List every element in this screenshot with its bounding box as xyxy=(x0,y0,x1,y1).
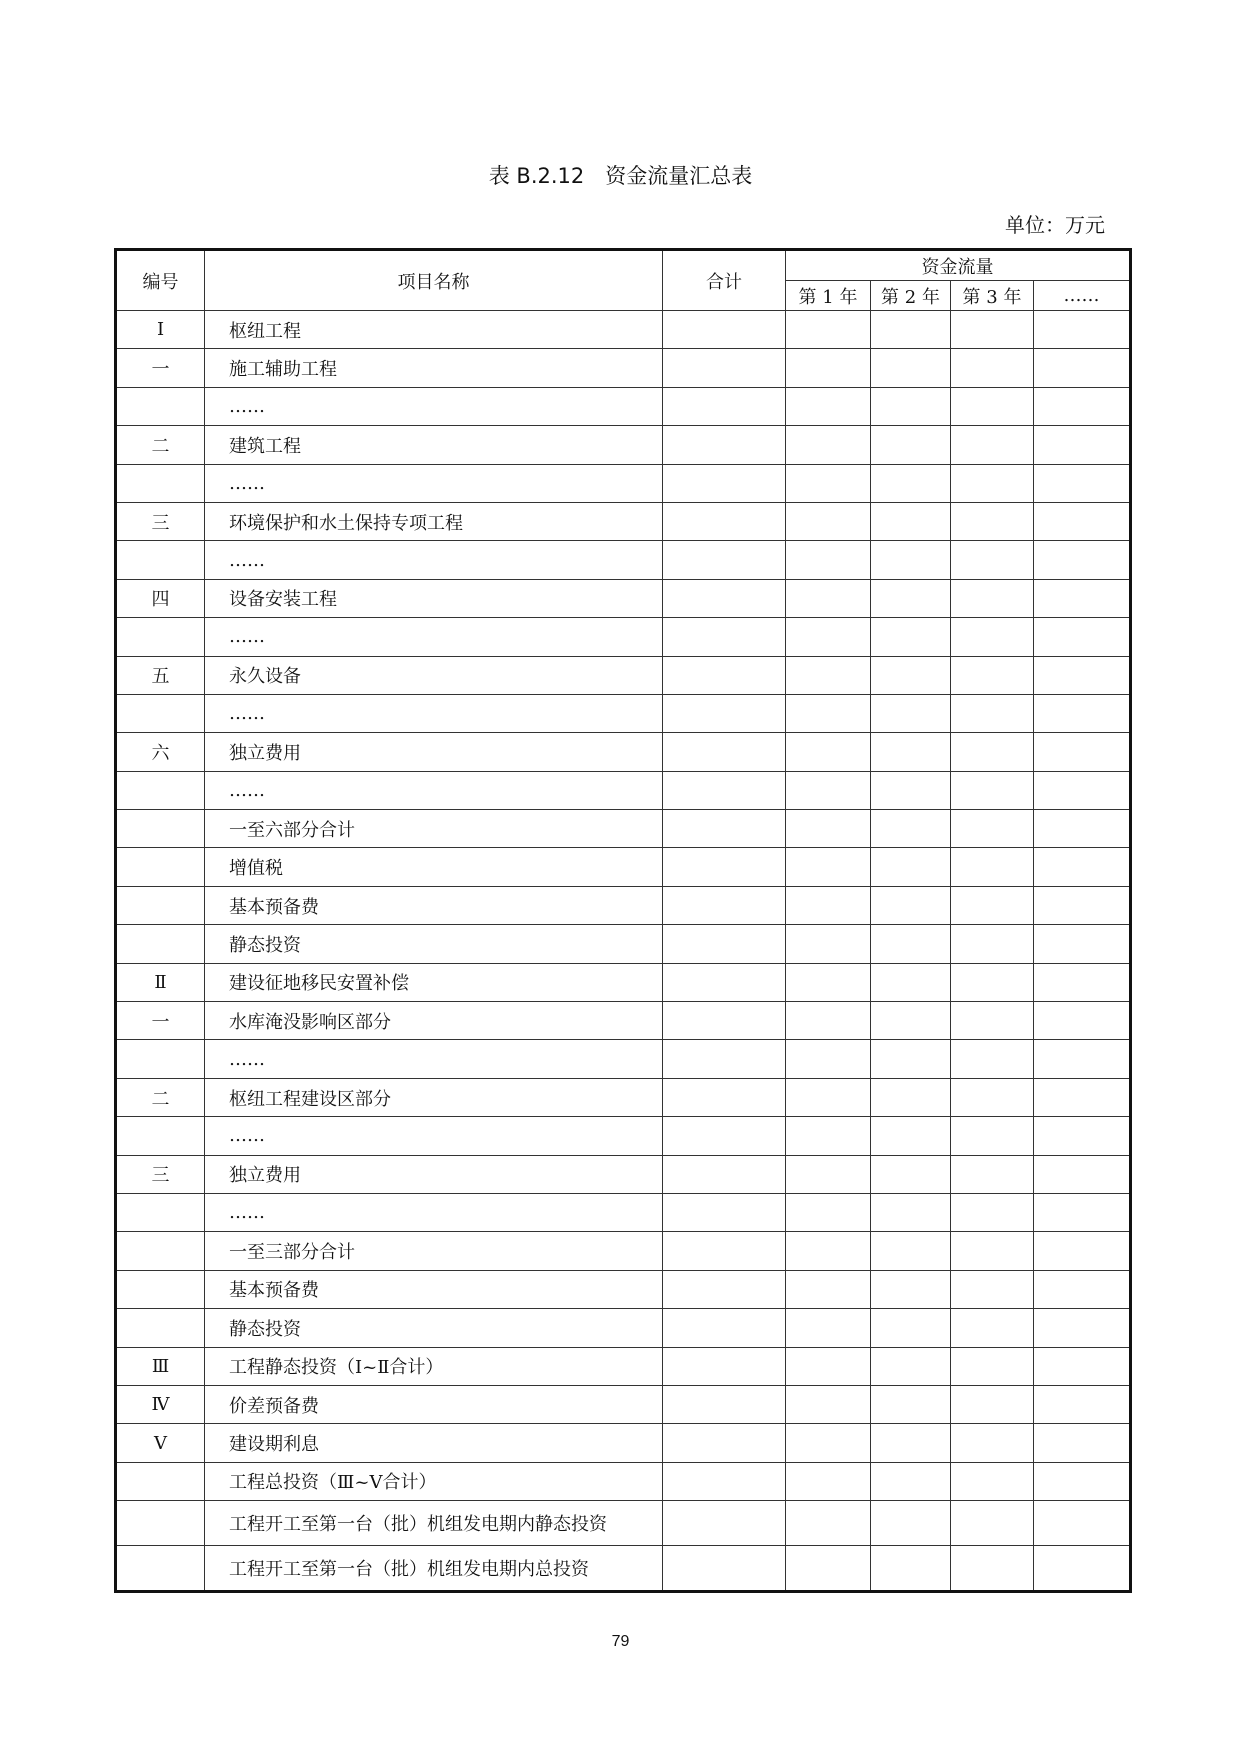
row-code xyxy=(116,771,205,809)
row-year-2-cell xyxy=(871,1193,951,1231)
row-total-cell xyxy=(663,848,786,886)
row-year-2-cell xyxy=(871,1040,951,1078)
row-year-1-cell xyxy=(786,1347,871,1385)
row-year-3-cell xyxy=(951,1385,1034,1423)
row-name: 施工辅助工程 xyxy=(205,349,663,387)
row-total-cell xyxy=(663,541,786,579)
row-year-more-cell xyxy=(1034,771,1131,809)
row-year-3-cell xyxy=(951,349,1034,387)
row-year-2-cell xyxy=(871,810,951,848)
table-row xyxy=(116,1501,1131,1546)
row-year-1-cell xyxy=(786,1040,871,1078)
row-year-3-cell xyxy=(951,963,1034,1001)
row-year-2-cell xyxy=(871,848,951,886)
table-row xyxy=(116,1078,1131,1116)
row-total-cell xyxy=(663,387,786,425)
row-year-2-cell xyxy=(871,656,951,694)
row-code xyxy=(116,925,205,963)
row-code: 三 xyxy=(116,502,205,540)
row-name: 价差预备费 xyxy=(205,1385,663,1423)
row-year-2-cell xyxy=(871,1078,951,1116)
row-code: 三 xyxy=(116,1155,205,1193)
row-year-1-cell xyxy=(786,1501,871,1546)
row-name: 独立费用 xyxy=(205,733,663,771)
row-year-1-cell xyxy=(786,771,871,809)
row-year-1-cell xyxy=(786,848,871,886)
row-year-3-cell xyxy=(951,1232,1034,1270)
row-total-cell xyxy=(663,618,786,656)
row-name: 静态投资 xyxy=(205,925,663,963)
row-year-3-cell xyxy=(951,541,1034,579)
row-total-cell xyxy=(663,733,786,771)
row-year-2-cell xyxy=(871,963,951,1001)
row-name: 工程静态投资（Ⅰ~Ⅱ合计） xyxy=(205,1347,663,1385)
row-year-more-cell xyxy=(1034,886,1131,924)
row-year-2-cell xyxy=(871,579,951,617)
row-year-3-cell xyxy=(951,618,1034,656)
row-year-3-cell xyxy=(951,656,1034,694)
row-total-cell xyxy=(663,1424,786,1462)
row-year-more-cell xyxy=(1034,1546,1131,1592)
table-row xyxy=(116,1193,1131,1231)
row-name: 独立费用 xyxy=(205,1155,663,1193)
row-year-more-cell xyxy=(1034,656,1131,694)
row-total-cell xyxy=(663,349,786,387)
row-year-3-cell xyxy=(951,1546,1034,1592)
table-row xyxy=(116,1347,1131,1385)
row-year-1-cell xyxy=(786,1546,871,1592)
table-row xyxy=(116,1462,1131,1500)
row-year-1-cell xyxy=(786,1155,871,1193)
row-code xyxy=(116,387,205,425)
header-code: 编号 xyxy=(116,250,205,311)
row-total-cell xyxy=(663,502,786,540)
table-row xyxy=(116,656,1131,694)
row-name: …… xyxy=(205,541,663,579)
table-row xyxy=(116,311,1131,349)
table-row xyxy=(116,464,1131,502)
row-year-more-cell xyxy=(1034,1501,1131,1546)
row-year-3-cell xyxy=(951,502,1034,540)
row-code xyxy=(116,541,205,579)
row-year-2-cell xyxy=(871,618,951,656)
row-total-cell xyxy=(663,1232,786,1270)
row-code xyxy=(116,1232,205,1270)
row-year-2-cell xyxy=(871,1347,951,1385)
row-year-more-cell xyxy=(1034,579,1131,617)
row-name: 一至六部分合计 xyxy=(205,810,663,848)
row-code: Ⅳ xyxy=(116,1385,205,1423)
row-year-3-cell xyxy=(951,1347,1034,1385)
row-year-1-cell xyxy=(786,541,871,579)
row-year-more-cell xyxy=(1034,618,1131,656)
row-year-2-cell xyxy=(871,387,951,425)
row-year-2-cell xyxy=(871,886,951,924)
table-row xyxy=(116,349,1131,387)
table-row xyxy=(116,848,1131,886)
row-year-more-cell xyxy=(1034,1078,1131,1116)
table-row xyxy=(116,579,1131,617)
row-year-1-cell xyxy=(786,1117,871,1155)
row-year-3-cell xyxy=(951,387,1034,425)
table-row xyxy=(116,1309,1131,1347)
row-name: …… xyxy=(205,694,663,732)
row-code xyxy=(116,1270,205,1308)
row-year-1-cell xyxy=(786,464,871,502)
row-total-cell xyxy=(663,1546,786,1592)
row-name: 工程开工至第一台（批）机组发电期内总投资 xyxy=(205,1546,663,1592)
row-year-1-cell xyxy=(786,886,871,924)
row-year-1-cell xyxy=(786,1002,871,1040)
row-year-3-cell xyxy=(951,771,1034,809)
row-code xyxy=(116,694,205,732)
row-year-3-cell xyxy=(951,848,1034,886)
table-row xyxy=(116,1385,1131,1423)
row-year-2-cell xyxy=(871,925,951,963)
row-name: 一至三部分合计 xyxy=(205,1232,663,1270)
table-row xyxy=(116,618,1131,656)
row-year-1-cell xyxy=(786,618,871,656)
row-total-cell xyxy=(663,1078,786,1116)
header-year-more: …… xyxy=(1034,281,1131,311)
row-year-3-cell xyxy=(951,1309,1034,1347)
table-row xyxy=(116,1155,1131,1193)
table-row xyxy=(116,771,1131,809)
row-total-cell xyxy=(663,771,786,809)
row-year-1-cell xyxy=(786,426,871,464)
row-name: …… xyxy=(205,387,663,425)
row-year-3-cell xyxy=(951,1078,1034,1116)
header-year-1: 第 1 年 xyxy=(786,281,871,311)
row-year-3-cell xyxy=(951,1424,1034,1462)
row-code: 一 xyxy=(116,1002,205,1040)
row-year-1-cell xyxy=(786,1193,871,1231)
row-year-more-cell xyxy=(1034,1040,1131,1078)
row-name: …… xyxy=(205,618,663,656)
table-body xyxy=(116,311,1131,1592)
row-total-cell xyxy=(663,656,786,694)
row-year-2-cell xyxy=(871,1232,951,1270)
row-total-cell xyxy=(663,694,786,732)
row-year-more-cell xyxy=(1034,1424,1131,1462)
row-year-1-cell xyxy=(786,579,871,617)
row-code xyxy=(116,1040,205,1078)
header-total: 合计 xyxy=(663,250,786,311)
row-code: 四 xyxy=(116,579,205,617)
row-year-1-cell xyxy=(786,1232,871,1270)
row-year-1-cell xyxy=(786,1424,871,1462)
row-total-cell xyxy=(663,1002,786,1040)
row-year-3-cell xyxy=(951,1040,1034,1078)
row-year-1-cell xyxy=(786,1385,871,1423)
row-total-cell xyxy=(663,925,786,963)
row-year-1-cell xyxy=(786,311,871,349)
row-year-more-cell xyxy=(1034,810,1131,848)
row-code: Ⅱ xyxy=(116,963,205,1001)
row-name: 环境保护和水土保持专项工程 xyxy=(205,502,663,540)
row-year-more-cell xyxy=(1034,1002,1131,1040)
table-row xyxy=(116,733,1131,771)
row-year-2-cell xyxy=(871,1002,951,1040)
row-year-3-cell xyxy=(951,311,1034,349)
table-row xyxy=(116,1546,1131,1592)
row-year-2-cell xyxy=(871,1385,951,1423)
table-title: 表 B.2.12 资金流量汇总表 xyxy=(488,164,753,188)
row-year-1-cell xyxy=(786,387,871,425)
row-code: 六 xyxy=(116,733,205,771)
row-year-3-cell xyxy=(951,810,1034,848)
table-row xyxy=(116,1270,1131,1308)
row-name: 工程开工至第一台（批）机组发电期内静态投资 xyxy=(205,1501,663,1546)
row-year-2-cell xyxy=(871,349,951,387)
row-total-cell xyxy=(663,464,786,502)
row-name: 枢纽工程建设区部分 xyxy=(205,1078,663,1116)
row-year-more-cell xyxy=(1034,1232,1131,1270)
row-code: Ⅴ xyxy=(116,1424,205,1462)
row-year-2-cell xyxy=(871,1462,951,1500)
row-name: 建设征地移民安置补偿 xyxy=(205,963,663,1001)
row-year-3-cell xyxy=(951,1270,1034,1308)
table-row xyxy=(116,387,1131,425)
row-name: …… xyxy=(205,771,663,809)
row-year-3-cell xyxy=(951,1155,1034,1193)
row-code xyxy=(116,1117,205,1155)
row-total-cell xyxy=(663,1193,786,1231)
row-total-cell xyxy=(663,1501,786,1546)
row-code xyxy=(116,886,205,924)
row-name: …… xyxy=(205,464,663,502)
header-fund-flow: 资金流量 xyxy=(786,250,1131,281)
row-year-2-cell xyxy=(871,1424,951,1462)
row-total-cell xyxy=(663,311,786,349)
row-code: Ⅲ xyxy=(116,1347,205,1385)
row-total-cell xyxy=(663,579,786,617)
row-year-more-cell xyxy=(1034,502,1131,540)
row-name: 水库淹没影响区部分 xyxy=(205,1002,663,1040)
row-year-1-cell xyxy=(786,656,871,694)
row-year-more-cell xyxy=(1034,848,1131,886)
table-row xyxy=(116,541,1131,579)
row-year-2-cell xyxy=(871,1546,951,1592)
row-year-3-cell xyxy=(951,1193,1034,1231)
row-year-3-cell xyxy=(951,925,1034,963)
row-year-1-cell xyxy=(786,349,871,387)
row-year-2-cell xyxy=(871,694,951,732)
table-row xyxy=(116,1002,1131,1040)
row-year-3-cell xyxy=(951,1501,1034,1546)
row-year-more-cell xyxy=(1034,1117,1131,1155)
row-total-cell xyxy=(663,1270,786,1308)
row-total-cell xyxy=(663,426,786,464)
row-year-3-cell xyxy=(951,1002,1034,1040)
table-row xyxy=(116,694,1131,732)
row-name: 静态投资 xyxy=(205,1309,663,1347)
row-total-cell xyxy=(663,1347,786,1385)
row-year-1-cell xyxy=(786,810,871,848)
row-name: 枢纽工程 xyxy=(205,311,663,349)
row-name: 增值税 xyxy=(205,848,663,886)
row-name: 基本预备费 xyxy=(205,886,663,924)
row-year-more-cell xyxy=(1034,541,1131,579)
table-row xyxy=(116,810,1131,848)
row-year-1-cell xyxy=(786,1309,871,1347)
row-total-cell xyxy=(663,810,786,848)
row-year-3-cell xyxy=(951,886,1034,924)
row-name: 基本预备费 xyxy=(205,1270,663,1308)
row-year-1-cell xyxy=(786,925,871,963)
row-code xyxy=(116,1193,205,1231)
row-year-more-cell xyxy=(1034,1193,1131,1231)
row-code xyxy=(116,464,205,502)
row-year-2-cell xyxy=(871,541,951,579)
row-year-2-cell xyxy=(871,1155,951,1193)
row-year-1-cell xyxy=(786,502,871,540)
row-code xyxy=(116,1501,205,1546)
row-year-3-cell xyxy=(951,464,1034,502)
page-number: 79 xyxy=(611,1633,630,1650)
row-year-more-cell xyxy=(1034,694,1131,732)
row-year-more-cell xyxy=(1034,1270,1131,1308)
row-name: …… xyxy=(205,1193,663,1231)
header-year-3: 第 3 年 xyxy=(951,281,1034,311)
row-code xyxy=(116,1462,205,1500)
row-year-2-cell xyxy=(871,1117,951,1155)
row-year-3-cell xyxy=(951,1117,1034,1155)
row-code: 二 xyxy=(116,1078,205,1116)
fund-flow-table xyxy=(114,248,1132,1593)
header-year-2: 第 2 年 xyxy=(871,281,951,311)
row-total-cell xyxy=(663,1040,786,1078)
row-year-3-cell xyxy=(951,1462,1034,1500)
table-row xyxy=(116,1040,1131,1078)
row-name: …… xyxy=(205,1117,663,1155)
row-year-2-cell xyxy=(871,771,951,809)
row-name: …… xyxy=(205,1040,663,1078)
row-year-more-cell xyxy=(1034,426,1131,464)
row-year-more-cell xyxy=(1034,311,1131,349)
row-code: 二 xyxy=(116,426,205,464)
row-year-more-cell xyxy=(1034,464,1131,502)
row-year-3-cell xyxy=(951,694,1034,732)
table-row xyxy=(116,1232,1131,1270)
row-name: 工程总投资（Ⅲ~Ⅴ合计） xyxy=(205,1462,663,1500)
row-name: 永久设备 xyxy=(205,656,663,694)
row-year-more-cell xyxy=(1034,349,1131,387)
row-year-1-cell xyxy=(786,963,871,1001)
row-year-2-cell xyxy=(871,733,951,771)
row-name: 建设期利息 xyxy=(205,1424,663,1462)
row-year-more-cell xyxy=(1034,963,1131,1001)
row-year-more-cell xyxy=(1034,1462,1131,1500)
table-row xyxy=(116,1424,1131,1462)
table-row xyxy=(116,426,1131,464)
table-row xyxy=(116,963,1131,1001)
row-year-1-cell xyxy=(786,733,871,771)
row-year-3-cell xyxy=(951,579,1034,617)
row-total-cell xyxy=(663,1155,786,1193)
row-name: 设备安装工程 xyxy=(205,579,663,617)
row-code xyxy=(116,848,205,886)
row-total-cell xyxy=(663,1385,786,1423)
row-code: 一 xyxy=(116,349,205,387)
row-year-more-cell xyxy=(1034,1347,1131,1385)
table-row xyxy=(116,1117,1131,1155)
row-year-more-cell xyxy=(1034,1309,1131,1347)
row-year-2-cell xyxy=(871,426,951,464)
row-code xyxy=(116,1546,205,1592)
row-year-2-cell xyxy=(871,1501,951,1546)
table-row xyxy=(116,502,1131,540)
table-row xyxy=(116,886,1131,924)
row-total-cell xyxy=(663,1117,786,1155)
header-name: 项目名称 xyxy=(205,250,663,311)
row-year-3-cell xyxy=(951,426,1034,464)
row-code xyxy=(116,1309,205,1347)
row-code: Ⅰ xyxy=(116,311,205,349)
row-code xyxy=(116,618,205,656)
row-year-3-cell xyxy=(951,733,1034,771)
row-total-cell xyxy=(663,886,786,924)
row-year-more-cell xyxy=(1034,387,1131,425)
row-year-more-cell xyxy=(1034,1385,1131,1423)
row-year-more-cell xyxy=(1034,733,1131,771)
row-year-more-cell xyxy=(1034,1155,1131,1193)
row-code: 五 xyxy=(116,656,205,694)
row-year-more-cell xyxy=(1034,925,1131,963)
table-row xyxy=(116,925,1131,963)
row-year-2-cell xyxy=(871,311,951,349)
row-year-1-cell xyxy=(786,1462,871,1500)
row-total-cell xyxy=(663,1309,786,1347)
row-name: 建筑工程 xyxy=(205,426,663,464)
row-year-1-cell xyxy=(786,1078,871,1116)
row-total-cell xyxy=(663,1462,786,1500)
row-year-2-cell xyxy=(871,502,951,540)
row-total-cell xyxy=(663,963,786,1001)
row-year-1-cell xyxy=(786,694,871,732)
row-year-2-cell xyxy=(871,1270,951,1308)
row-year-2-cell xyxy=(871,464,951,502)
unit-label: 单位：万元 xyxy=(1005,213,1105,237)
row-year-2-cell xyxy=(871,1309,951,1347)
row-code xyxy=(116,810,205,848)
row-year-1-cell xyxy=(786,1270,871,1308)
